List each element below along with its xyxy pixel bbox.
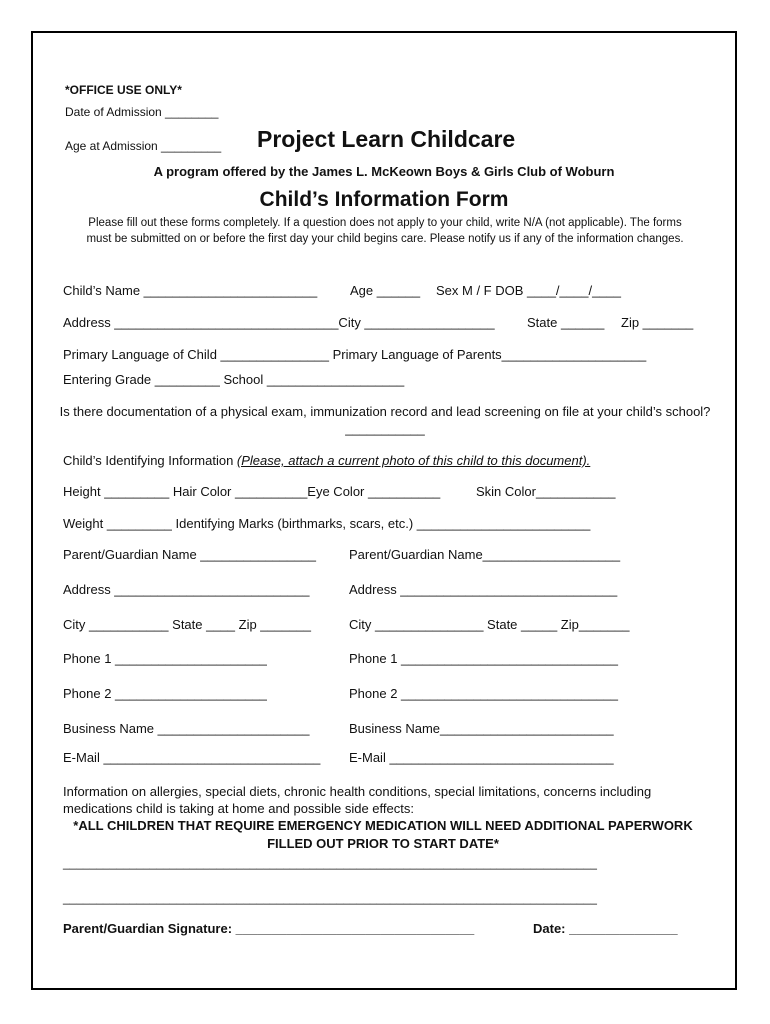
parent1-address-field[interactable]: Address ___________________________ <box>63 582 310 597</box>
form-instructions: Please fill out these forms completely. If a question does not apply to your child, write N/A (not applicable). The forms must be submitted on or before the first day your child begins care. Please notify us if any of the information changes. <box>86 217 684 245</box>
parent2-city-field[interactable]: City _______________ State _____ Zip_______ <box>349 617 630 632</box>
signature-field[interactable]: Parent/Guardian Signature: _________________________________ <box>63 921 475 936</box>
address-city-field[interactable]: Address _______________________________City __________________ <box>63 315 495 330</box>
parent1-phone1-field[interactable]: Phone 1 _____________________ <box>63 651 267 666</box>
parent1-email-field[interactable]: E-Mail ______________________________ <box>63 750 321 765</box>
parent2-business-field[interactable]: Business Name________________________ <box>349 721 614 736</box>
age-field[interactable]: Age ______ <box>350 283 421 298</box>
skin-color-field[interactable]: Skin Color___________ <box>476 484 616 499</box>
program-title: Project Learn Childcare <box>257 126 516 152</box>
entering-grade-school-field[interactable]: Entering Grade _________ School ___________________ <box>63 372 405 387</box>
age-at-admission-field[interactable]: Age at Admission _________ <box>65 139 222 153</box>
emergency-medication-warning: *ALL CHILDREN THAT REQUIRE EMERGENCY MEDICATION WILL NEED ADDITIONAL PAPERWORK FILLED OUT PRIOR TO START DATE* <box>73 818 693 851</box>
allergies-info-text: Information on allergies, special diets, chronic health conditions, special limitations, concerns including medications child is taking at home and possible side effects: <box>63 784 652 816</box>
primary-language-field[interactable]: Primary Language of Child _______________ Primary Language of Parents____________________ <box>63 347 647 362</box>
childs-name-field[interactable]: Child’s Name ________________________ <box>63 283 318 298</box>
parent1-name-field[interactable]: Parent/Guardian Name ________________ <box>63 547 316 562</box>
identifying-info-title: Child’s Identifying Information <box>63 453 234 468</box>
parent1-city-field[interactable]: City ___________ State ____ Zip _______ <box>63 617 311 632</box>
parent1-phone2-field[interactable]: Phone 2 _____________________ <box>63 686 267 701</box>
sex-dob-field[interactable]: Sex M / F DOB ____/____/____ <box>436 283 621 298</box>
parent2-email-field[interactable]: E-Mail _______________________________ <box>349 750 614 765</box>
photo-note: (Please, attach a current photo of this child to this document). <box>236 453 591 468</box>
documentation-question[interactable]: Is there documentation of a physical exam, immunization record and lead screening on file at your child’s school? ___________ <box>59 404 711 436</box>
form-title: Child’s Information Form <box>259 188 509 211</box>
parent2-phone2-field[interactable]: Phone 2 ______________________________ <box>349 686 618 701</box>
allergies-line-2[interactable]: ________________________________________________________________________________ <box>63 891 597 905</box>
parent2-name-field[interactable]: Parent/Guardian Name___________________ <box>349 547 621 562</box>
program-subtitle: A program offered by the James L. McKeown Boys & Girls Club of Woburn <box>153 164 615 179</box>
state-field[interactable]: State ______ <box>527 315 605 330</box>
parent1-business-field[interactable]: Business Name _____________________ <box>63 721 310 736</box>
form-page <box>31 31 737 990</box>
height-hair-eye-field[interactable]: Height _________ Hair Color __________Eye Color __________ <box>63 484 441 499</box>
identifying-info-label <box>63 453 590 468</box>
parent2-address-field[interactable]: Address ______________________________ <box>349 582 618 597</box>
office-use-title: *OFFICE USE ONLY* <box>65 83 182 97</box>
allergies-line-1[interactable]: ________________________________________________________________________________ <box>63 856 597 870</box>
signature-date-field[interactable]: Date: _______________ <box>533 921 678 936</box>
date-of-admission-field[interactable]: Date of Admission ________ <box>65 105 219 119</box>
parent2-phone1-field[interactable]: Phone 1 ______________________________ <box>349 651 618 666</box>
zip-field[interactable]: Zip _______ <box>621 315 694 330</box>
weight-marks-field[interactable]: Weight _________ Identifying Marks (birthmarks, scars, etc.) ________________________ <box>63 516 591 531</box>
